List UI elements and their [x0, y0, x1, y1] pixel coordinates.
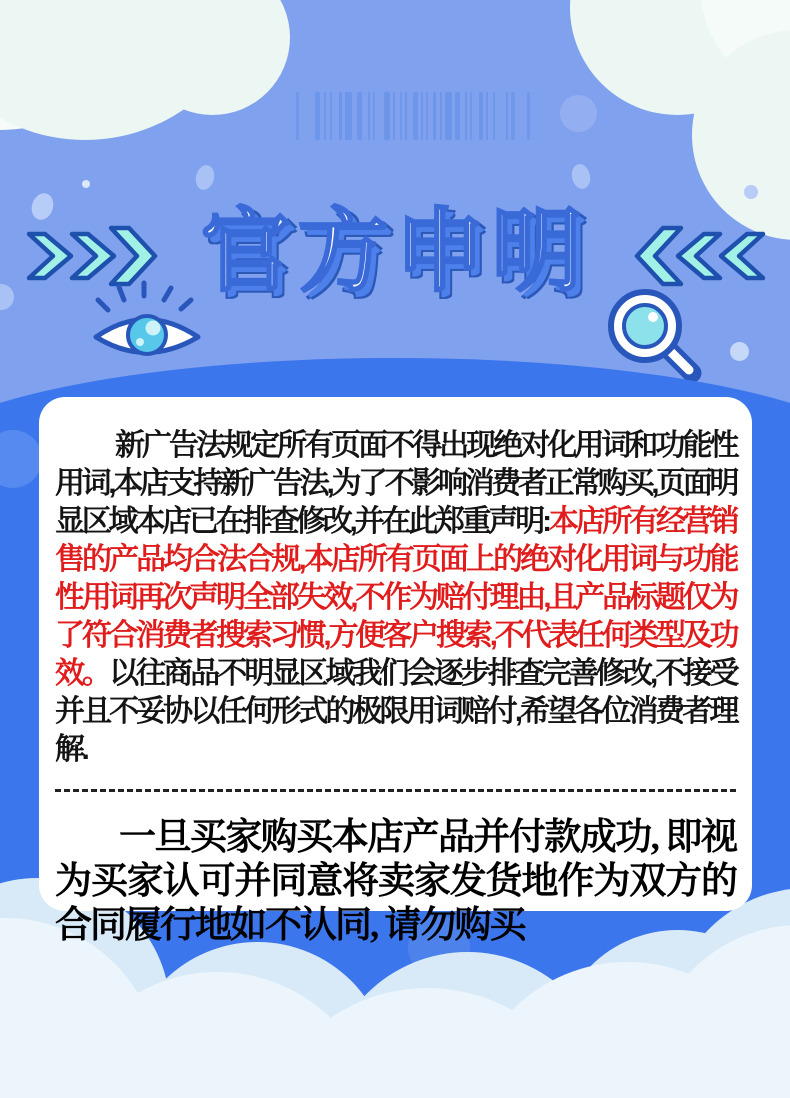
barcode-bar [486, 92, 488, 140]
statement-black-outro: 以往商品不明显区域我们会逐步排查完善修改,不接受并且不妥协以任何形式的极限用词赔付,希望各位消费者理解. [55, 657, 736, 766]
barcode-bar [373, 92, 375, 140]
purchase-notice: 一旦买家购买本店产品并付款成功, 即视为买家认可并同意将卖家发货地作为双方的合同履行地如不认同, 请勿购买 [55, 817, 736, 946]
barcode-bar [413, 92, 418, 140]
cloud-shape [0, 1058, 790, 1098]
statement-black-intro: 新广告法规定所有页面不得出现绝对化用词和功能性用词,本店支持新广告法,为了不影响消费者正常购买,页面明显区域本店已在排查修改,并在此郑重声明: [55, 429, 736, 538]
barcode-bar [357, 92, 362, 140]
barcode-bar [511, 92, 515, 140]
chevrons-left-icon [634, 224, 766, 288]
barcode-bar [493, 92, 495, 140]
barcode-bar [330, 92, 332, 140]
barcode-bar [527, 92, 530, 140]
barcode-icon [296, 92, 530, 140]
barcode-bar [479, 92, 483, 140]
barcode-bar [339, 92, 342, 140]
barcode-bar [368, 92, 370, 140]
barcode-bar [393, 92, 395, 140]
dashed-divider [55, 789, 736, 792]
barcode-bar [440, 92, 442, 140]
eye-icon [86, 278, 206, 370]
barcode-bar [506, 92, 508, 140]
barcode-bar [455, 92, 460, 140]
barcode-bar [324, 92, 326, 140]
page-title: 官方申明 [201, 202, 589, 302]
barcode-bar [405, 92, 407, 140]
bubble-decoration [560, 95, 597, 132]
barcode-bar [426, 92, 428, 140]
barcode-bar [400, 92, 402, 140]
barcode-bar [345, 92, 352, 140]
barcode-bar [465, 92, 467, 140]
barcode-bar [421, 92, 423, 140]
barcode-bar [384, 92, 390, 140]
dot-decoration [730, 342, 749, 361]
barcode-bar [315, 92, 320, 140]
statement-paragraph [55, 427, 736, 769]
statement-card [39, 397, 752, 946]
statement-red-emphasis: 本店所有经营销售的产品均合法合规,本店所有页面上的绝对化用词与功能性用词再次声明全部失效,不作为赔付理由,且产品标题仅为了符合消费者搜索习惯,方便客户搜索,不代表任何类型及功效。 [55, 505, 737, 690]
barcode-bar [470, 92, 472, 140]
barcode-bar [433, 92, 436, 140]
barcode-bar [445, 92, 452, 140]
barcode-bar [296, 92, 299, 140]
